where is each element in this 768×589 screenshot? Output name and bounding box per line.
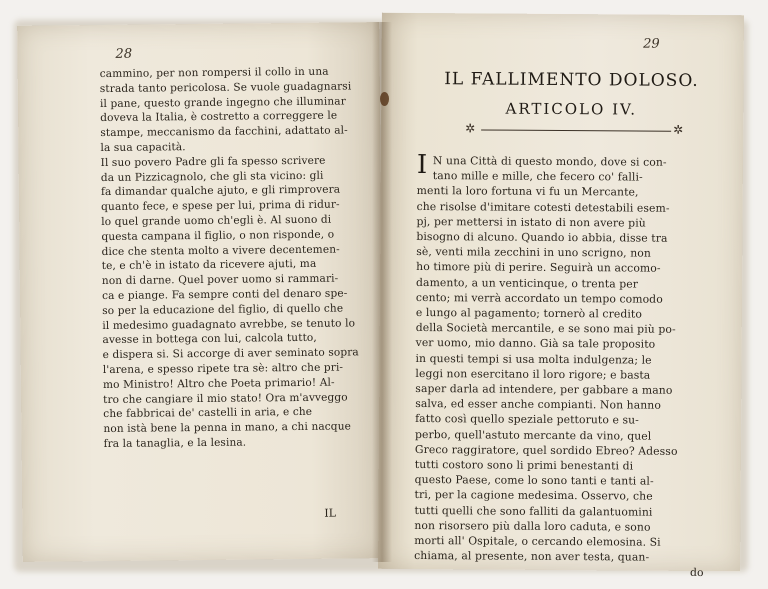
text-line: strada tanto pericolosa. Se vuole guadagnarsi	[99, 80, 352, 95]
text-line: menti la loro fortuna vi fu un Mercante,	[416, 184, 639, 199]
text-line: cento; mi verrà accordato un tempo comodo	[415, 290, 663, 306]
left-page-number: 28	[115, 46, 133, 62]
text-line: damento, a un venticinque, o trenta per	[416, 275, 639, 291]
text-line: do	[689, 566, 704, 580]
text-line: fatto così quello speziale pettoruto e su-	[415, 412, 639, 428]
text-line: il medesimo guadagnato avrebbe, se tenuto lo	[102, 316, 356, 332]
text-line: chiama, al presente, non aver testa, quan-	[414, 549, 650, 564]
text-line: tano mille e mille, che fecero co' falli-	[432, 169, 643, 184]
ink-stain	[380, 92, 389, 106]
text-line: non risorsero più dalla loro caduta, e sono	[414, 518, 651, 534]
text-line: tutti costoro sono li primi benestanti di	[414, 458, 634, 473]
text-line: il pane, questo grande ingegno che illuminar	[99, 95, 346, 110]
text-line: morti all' Ospitale, o cercando elemosina. Si	[414, 534, 661, 549]
text-line: non di darne. Quel pover uomo si rammari-	[101, 272, 339, 288]
text-line: e lungo al pagamento; tornerò al credito	[415, 306, 643, 321]
right-page-number: 29	[643, 36, 660, 52]
text-line: N una Città di questo mondo, dove si con-	[432, 154, 667, 169]
text-line: ca e piange. Fa sempre conti del denaro spe-	[101, 287, 348, 302]
text-line: da un Pizzicagnolo, che gli sta vicino: gli	[100, 169, 324, 184]
text-line: so per la educazione del figlio, di quello che	[102, 302, 344, 317]
text-line: che risolse d'imitare cotesti detestabili esem-	[416, 199, 670, 215]
text-line: perbo, quell'astuto mercante da vino, quel	[414, 427, 652, 443]
text-line: Greco raggiratore, quel sordido Ebreo? Adesso	[414, 442, 678, 458]
left-page	[17, 22, 385, 562]
heading-rule	[481, 129, 671, 131]
text-line: ver uomo, mio danno. Già sa tale proposito	[415, 336, 656, 352]
text-line: lo quel grande uomo ch'egli è. Al suono di	[101, 213, 332, 229]
text-line: mo Ministro! Altro che Poeta primario! Al-	[102, 376, 335, 391]
text-line: l'arena, e spesso ripete tra sè: altro che pri-	[102, 361, 344, 376]
text-line: tri, per la cagione medesima. Osservo, che	[414, 488, 653, 504]
text-line: pj, per mettersi in istato di non avere più	[416, 214, 646, 230]
right-page-text	[414, 149, 707, 581]
text-line: saper darla ad intendere, per gabbare a mano	[415, 382, 673, 397]
text-line: dice che stenta molto a vivere decentemen-	[101, 243, 340, 258]
text-line: tutti quelli che sono falliti da galantuomini	[414, 503, 653, 519]
ornament-left-icon: ✲	[465, 121, 476, 136]
text-line: cammino, per non rompersi il collo in una	[99, 65, 329, 81]
text-line: stampe, meccanismo da facchini, adattato al-	[100, 124, 348, 140]
text-line: doveva la Italia, è costretto a correggere le	[100, 109, 338, 125]
text-line: tro che cangiare il mio stato! Ora m'avveggo	[103, 391, 348, 406]
left-catchword: IL	[324, 506, 337, 520]
ornament-right-icon: ✲	[673, 122, 684, 137]
text-line: leggi non esercitano il loro rigore; e basta	[415, 366, 651, 382]
text-line: della Società mercantile, e se sono mai più po-	[415, 321, 676, 337]
text-line: salva, ed esser anche compianti. Non hanno	[415, 397, 662, 412]
text-line: fra la tanaglia, e la lesina.	[103, 436, 247, 450]
text-line: te, e ch'è in istato da ricevere ajuti, ma	[101, 258, 317, 273]
text-line: non istà bene la penna in mano, a chi nacque	[103, 420, 352, 436]
text-line: bisogno di alcuno. Quando io abbia, disse tra	[416, 230, 668, 245]
text-line: fa dimandar qualche ajuto, e gli rimprovera	[100, 183, 341, 199]
text-line: questo Paese, come lo sono tanti e tanti al-	[414, 473, 654, 488]
left-page-text	[100, 64, 360, 451]
text-line: in questi tempi si usa molta indulgenza; le	[415, 351, 652, 367]
text-line: e dispera si. Si accorge di aver seminato sopra	[102, 346, 359, 362]
drop-cap: I	[416, 149, 428, 181]
text-line: Il suo povero Padre gli fa spesso scrivere	[100, 154, 326, 169]
text-line: avesse in bottega con lui, calcola tutto,	[102, 332, 317, 347]
text-line: la sua capacità.	[100, 141, 186, 155]
text-line: quanto fece, e spese per lui, prima di ridur-	[101, 198, 340, 214]
text-line: sè, venti mila zecchini in uno scrigno, non	[416, 245, 652, 260]
text-line: ho timore più di perire. Seguirà un accomo-	[416, 260, 661, 276]
text-line: questa campana il figlio, o non risponde, o	[101, 228, 335, 243]
article-heading: ARTICOLO IV.	[505, 99, 638, 119]
text-line: che fabbricai de' castelli in aria, e che	[103, 406, 313, 421]
chapter-title: IL FALLIMENTO DOLOSO.	[444, 69, 699, 91]
right-page	[378, 13, 744, 580]
